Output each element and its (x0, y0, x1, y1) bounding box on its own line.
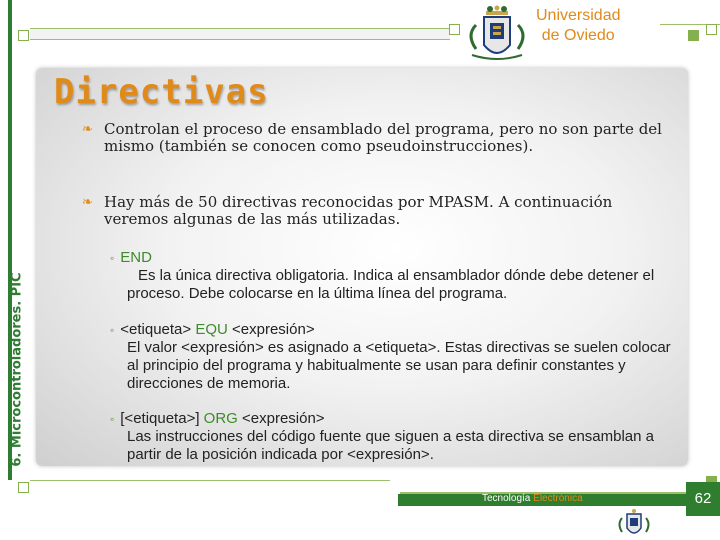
sub-bullet-marker: ◦ (110, 412, 115, 426)
side-title (0, 270, 34, 480)
decor-square (18, 30, 29, 41)
directive-syntax (110, 321, 678, 339)
directive-description: El valor <expresión> es asignado a <etiqueta>. Estas directivas se suelen colocar al principio del programa y habitualmente se usan para definir constantes y direcciones de memoria. (127, 339, 671, 392)
directive-description: Las instrucciones del código fuente que siguen a esta directiva se ensamblan a partir de la posición indicada por <expresión>. (127, 428, 654, 463)
bullet-text: Controlan el proceso de ensamblado del programa, pero no son parte del mismo (también se conocen como pseudoinstrucciones). (104, 120, 662, 155)
top-decor-strip (30, 28, 450, 40)
directive-item (110, 321, 678, 393)
bullet-marker-icon: ❧ (82, 195, 93, 210)
directive-post: <expresión> (227, 321, 315, 338)
bullet-item (82, 194, 622, 228)
directive-keyword: END (120, 249, 152, 266)
bullet-marker-icon: ❧ (82, 122, 93, 137)
directive-pre: [<etiqueta>] (120, 410, 204, 427)
side-title-text: 6. Microcontroladores. PIC (9, 272, 25, 467)
directive-syntax (110, 249, 678, 267)
university-crest-logo (462, 5, 532, 67)
university-name-line2: de Oviedo (541, 27, 615, 44)
decor-square (706, 24, 717, 35)
directive-syntax (110, 410, 678, 428)
directive-post: <expresión> (237, 410, 325, 427)
bullet-item (82, 121, 672, 155)
decor-square (18, 482, 29, 493)
sub-bullet-marker: ◦ (110, 323, 115, 337)
university-name (536, 6, 620, 46)
footer-text-main: Tecnología (482, 493, 534, 504)
directive-item (110, 410, 678, 464)
slide-title: Directivas (54, 72, 269, 112)
directive-keyword: EQU (195, 321, 228, 338)
directive-item (110, 249, 678, 303)
sub-bullet-marker: ◦ (110, 251, 115, 265)
page-number: 62 (686, 482, 720, 516)
footer-label (482, 493, 583, 504)
university-name-line1: Universidad (536, 7, 621, 24)
bullet-text: Hay más de 50 directivas reconocidas por MPASM. A continuación veremos algunas de las más utilizadas. (104, 193, 613, 228)
directive-keyword: ORG (203, 410, 238, 427)
directive-pre: <etiqueta> (120, 321, 196, 338)
university-crest-small-logo (616, 508, 652, 540)
footer-text-accent: Electrónica (533, 493, 583, 504)
decor-square (688, 30, 699, 41)
directive-description: Es la única directiva obligatoria. Indica al ensamblador dónde debe detener el proceso. Debe colocarse en la última línea del programa. (127, 267, 655, 302)
bottom-decor-strip (30, 480, 390, 489)
decor-square (449, 24, 460, 35)
